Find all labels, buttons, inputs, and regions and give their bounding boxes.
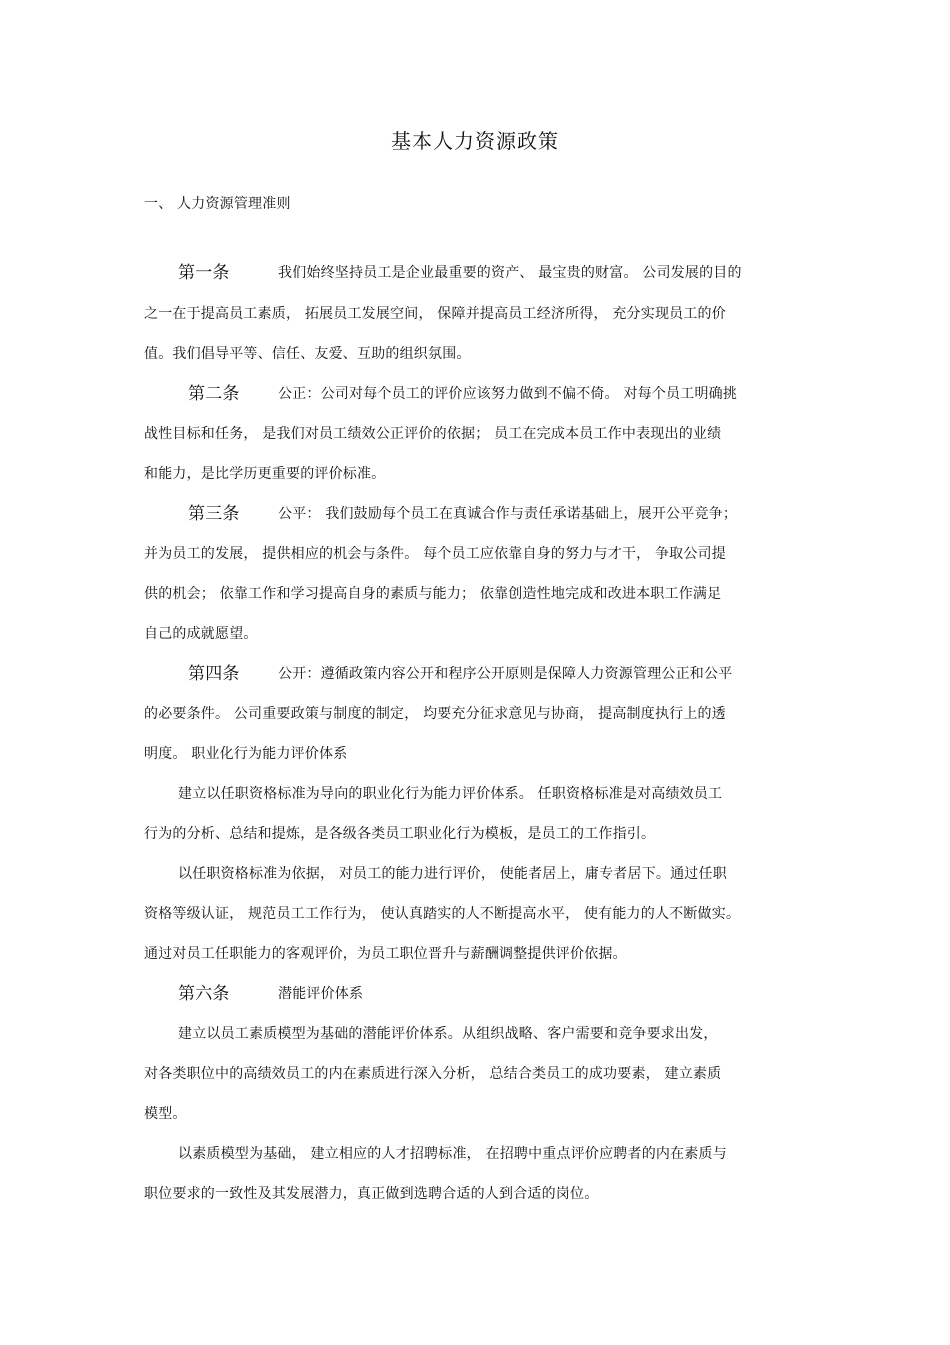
paragraph-line: 资格等级认证， 规范员工工作行为， 使认真踏实的人不断提高水平， 使有能力的人不断做实。 — [144, 906, 741, 922]
paragraph-line: 建立以任职资格标准为导向的职业化行为能力评价体系。 任职资格标准是对高绩效员工 — [178, 786, 723, 802]
paragraph-line: 行为的分析、总结和提炼，是各级各类员工职业化行为模板，是员工的工作指引。 — [144, 826, 656, 842]
paragraph-line: 公开：遵循政策内容公开和程序公开原则是保障人力资源管理公正和公平 — [278, 666, 733, 682]
document-title: 基本人力资源政策 — [391, 129, 559, 153]
paragraph-line: 以任职资格标准为依据， 对员工的能力进行评价， 使能者居上，庸专者居下。通过任职 — [178, 866, 727, 882]
paragraph-line: 和能力，是比学历更重要的评价标准。 — [144, 466, 386, 482]
paragraph-line: 战性目标和任务， 是我们对员工绩效公正评价的依据； 员工在完成本员工作中表现出的业绩 — [144, 426, 722, 442]
paragraph-line: 公正：公司对每个员工的评价应该努力做到不偏不倚。 对每个员工明确挑 — [278, 386, 738, 402]
paragraph-line: 职位要求的一致性及其发展潜力，真正做到选聘合适的人到合适的岗位。 — [144, 1186, 599, 1202]
paragraph-line: 并为员工的发展， 提供相应的机会与条件。 每个员工应依靠自身的努力与才干， 争取公司提 — [144, 546, 726, 562]
paragraph-line: 之一在于提高员工素质， 拓展员工发展空间， 保障并提高员工经济所得， 充分实现员工的价 — [144, 306, 726, 322]
paragraph-line: 的必要条件。 公司重要政策与制度的制定， 均要充分征求意见与协商， 提高制度执行上的透 — [144, 706, 726, 722]
article-label: 第四条 — [188, 664, 240, 684]
paragraph-line: 通过对员工任职能力的客观评价，为员工职位晋升与薪酬调整提供评价依据。 — [144, 946, 627, 962]
paragraph-line: 建立以员工素质模型为基础的潜能评价体系。从组织战略、客户需要和竞争要求出发， — [178, 1026, 718, 1042]
paragraph-line: 模型。 — [144, 1106, 187, 1122]
paragraph-line: 公平： 我们鼓励每个员工在真诚合作与责任承诺基础上，展开公平竞争； — [278, 506, 738, 522]
article-label: 第三条 — [188, 504, 240, 524]
article-label: 第一条 — [178, 263, 230, 283]
paragraph-line: 潜能评价体系 — [278, 986, 364, 1002]
paragraph-line: 值。我们倡导平等、信任、友爱、互助的组织氛围。 — [144, 346, 471, 362]
paragraph-line: 对各类职位中的高绩效员工的内在素质进行深入分析， 总结合类员工的成功要素， 建立素质 — [144, 1066, 722, 1082]
paragraph-line: 供的机会； 依靠工作和学习提高自身的素质与能力； 依靠创造性地完成和改进本职工作满足 — [144, 586, 722, 602]
paragraph-line: 自己的成就愿望。 — [144, 626, 258, 642]
article-label: 第六条 — [178, 984, 230, 1004]
paragraph-line: 以素质模型为基础， 建立相应的人才招聘标准， 在招聘中重点评价应聘者的内在素质与 — [178, 1146, 727, 1162]
article-label: 第二条 — [188, 384, 240, 404]
paragraph-line: 我们始终坚持员工是企业最重要的资产、 最宝贵的财富。 公司发展的目的 — [278, 265, 742, 281]
paragraph-line: 明度。 职业化行为能力评价体系 — [144, 746, 348, 762]
section-heading: 一、 人力资源管理准则 — [144, 196, 291, 212]
